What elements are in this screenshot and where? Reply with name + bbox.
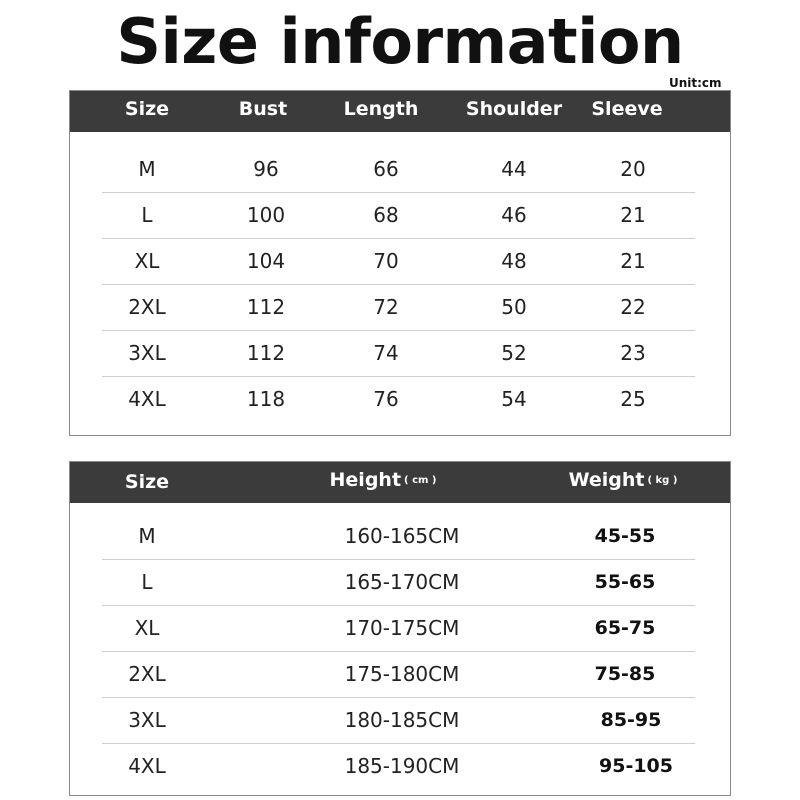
size-cell: L — [141, 570, 153, 594]
header-length: Length — [343, 98, 419, 120]
shoulder-cell: 50 — [501, 295, 527, 319]
table-row — [102, 744, 695, 790]
table-row — [102, 606, 695, 652]
fit-table-header — [70, 462, 730, 503]
sleeve-cell: 22 — [620, 295, 646, 319]
sleeve-cell: 20 — [620, 157, 646, 181]
weight-cell: 75-85 — [594, 663, 656, 685]
measurement-table — [69, 90, 731, 436]
height-cell: 175-180CM — [344, 662, 460, 686]
length-cell: 70 — [373, 249, 399, 273]
length-cell: 76 — [373, 387, 399, 411]
weight-cell: 45-55 — [594, 525, 656, 547]
header-height-unit: ( cm ) — [404, 475, 437, 486]
height-cell: 180-185CM — [344, 708, 460, 732]
table-row — [102, 331, 695, 377]
shoulder-cell: 48 — [501, 249, 527, 273]
table-row — [102, 147, 695, 193]
size-cell: 4XL — [128, 387, 166, 411]
header-bust: Bust — [238, 98, 288, 120]
length-cell: 68 — [373, 203, 399, 227]
shoulder-cell: 44 — [501, 157, 527, 181]
shoulder-cell: 46 — [501, 203, 527, 227]
shoulder-cell: 52 — [501, 341, 527, 365]
header-sleeve: Sleeve — [591, 98, 663, 120]
header-shoulder: Shoulder — [465, 98, 563, 120]
bust-cell: 112 — [246, 295, 286, 319]
sleeve-cell: 25 — [620, 387, 646, 411]
shoulder-cell: 54 — [501, 387, 527, 411]
table-row — [102, 239, 695, 285]
size-cell: XL — [134, 249, 160, 273]
table-row — [102, 652, 695, 698]
size-cell: 4XL — [128, 754, 166, 778]
table-row — [102, 560, 695, 606]
sleeve-cell: 21 — [620, 249, 646, 273]
size-cell: 3XL — [128, 341, 166, 365]
header-height: Height ( cm ) — [329, 469, 437, 491]
header-size: Size — [124, 471, 170, 493]
size-cell: 2XL — [128, 295, 166, 319]
sleeve-cell: 23 — [620, 341, 646, 365]
page-title: Size information — [116, 5, 684, 78]
bust-cell: 96 — [253, 157, 279, 181]
height-cell: 170-175CM — [344, 616, 460, 640]
bust-cell: 104 — [246, 249, 286, 273]
size-cell: XL — [134, 616, 160, 640]
height-cell: 165-170CM — [344, 570, 460, 594]
header-weight: Weight ( kg ) — [568, 469, 678, 491]
table-row — [102, 377, 695, 423]
fit-table — [69, 461, 731, 796]
header-weight-unit: ( kg ) — [647, 475, 678, 486]
header-size: Size — [124, 98, 170, 120]
length-cell: 66 — [373, 157, 399, 181]
height-cell: 185-190CM — [344, 754, 460, 778]
table-row — [102, 698, 695, 744]
size-cell: 2XL — [128, 662, 166, 686]
weight-cell: 55-65 — [594, 571, 656, 593]
size-cell: M — [138, 524, 156, 548]
unit-label: Unit:cm — [669, 76, 722, 90]
table-row — [102, 193, 695, 239]
size-cell: 3XL — [128, 708, 166, 732]
table-row — [102, 514, 695, 560]
table-row — [102, 285, 695, 331]
height-cell: 160-165CM — [344, 524, 460, 548]
weight-cell: 95-105 — [599, 755, 673, 777]
sleeve-cell: 21 — [620, 203, 646, 227]
length-cell: 72 — [373, 295, 399, 319]
weight-cell: 85-95 — [600, 709, 662, 731]
bust-cell: 100 — [246, 203, 286, 227]
measurement-table-header — [70, 91, 730, 132]
size-cell: L — [141, 203, 153, 227]
bust-cell: 118 — [246, 387, 286, 411]
size-cell: M — [138, 157, 156, 181]
weight-cell: 65-75 — [594, 617, 656, 639]
length-cell: 74 — [373, 341, 399, 365]
bust-cell: 112 — [246, 341, 286, 365]
